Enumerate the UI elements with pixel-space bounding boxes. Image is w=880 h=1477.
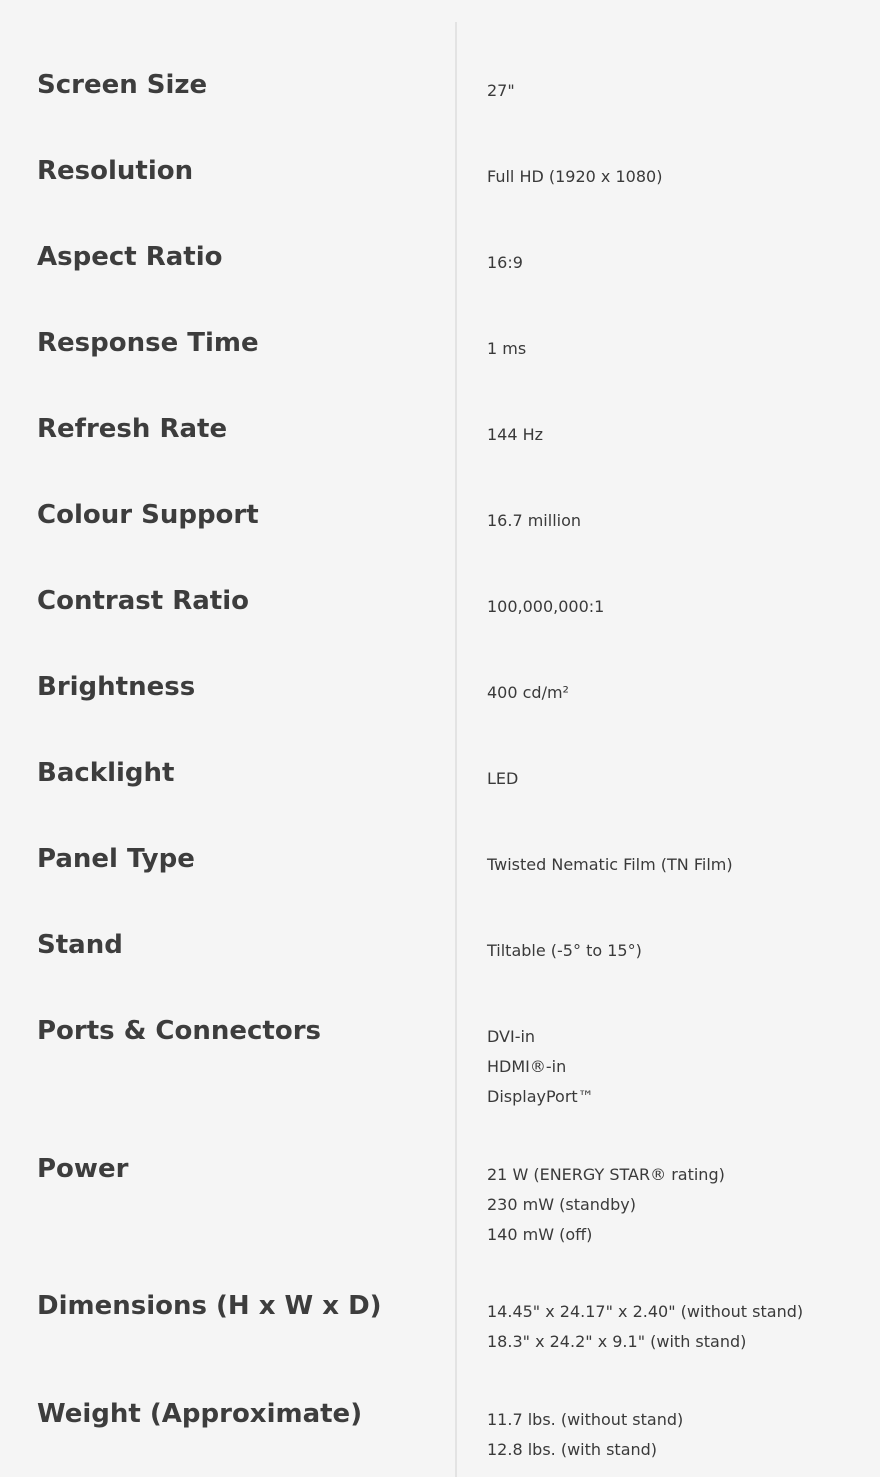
spec-value: LED bbox=[487, 769, 519, 788]
spec-values bbox=[487, 248, 867, 278]
spec-value: HDMI®-in bbox=[487, 1057, 567, 1076]
spec-value: Full HD (1920 x 1080) bbox=[487, 167, 663, 186]
spec-values bbox=[487, 1405, 867, 1465]
spec-value: 16.7 million bbox=[487, 511, 582, 530]
spec-values bbox=[487, 936, 867, 966]
spec-value: 14.45" x 24.17" x 2.40" (without stand) bbox=[487, 1302, 804, 1321]
column-divider bbox=[455, 22, 457, 1477]
spec-value: 100,000,000:1 bbox=[487, 597, 605, 616]
spec-label: Panel Type bbox=[37, 844, 195, 874]
spec-label: Dimensions (H x W x D) bbox=[37, 1291, 382, 1321]
spec-value: DVI-in bbox=[487, 1027, 536, 1046]
spec-label: Resolution bbox=[37, 156, 194, 186]
spec-value: 12.8 lbs. (with stand) bbox=[487, 1440, 658, 1459]
spec-value: Twisted Nematic Film (TN Film) bbox=[487, 855, 733, 874]
spec-values bbox=[487, 420, 867, 450]
spec-values bbox=[487, 764, 867, 794]
spec-label: Aspect Ratio bbox=[37, 242, 223, 272]
spec-value: Tiltable (-5° to 15°) bbox=[487, 941, 642, 960]
spec-value: 140 mW (off) bbox=[487, 1225, 593, 1244]
spec-label: Response Time bbox=[37, 328, 259, 358]
spec-label: Contrast Ratio bbox=[37, 586, 249, 616]
spec-value: 27" bbox=[487, 81, 515, 100]
spec-value: 1 ms bbox=[487, 339, 527, 358]
spec-values bbox=[487, 850, 867, 880]
spec-label: Ports & Connectors bbox=[37, 1016, 322, 1046]
spec-values bbox=[487, 1160, 867, 1250]
spec-value: 11.7 lbs. (without stand) bbox=[487, 1410, 684, 1429]
spec-label: Colour Support bbox=[37, 500, 259, 530]
spec-values bbox=[487, 506, 867, 536]
spec-label: Screen Size bbox=[37, 70, 208, 100]
spec-value: 16:9 bbox=[487, 253, 523, 272]
spec-values bbox=[487, 162, 867, 192]
spec-values bbox=[487, 678, 867, 708]
spec-value: 144 Hz bbox=[487, 425, 544, 444]
spec-label: Weight (Approximate) bbox=[37, 1399, 363, 1429]
spec-values bbox=[487, 1297, 867, 1357]
spec-label: Power bbox=[37, 1154, 129, 1184]
spec-label: Brightness bbox=[37, 672, 196, 702]
spec-label: Stand bbox=[37, 930, 123, 960]
spec-values bbox=[487, 76, 867, 106]
spec-values bbox=[487, 334, 867, 364]
spec-value: 400 cd/m² bbox=[487, 683, 569, 702]
spec-value: 18.3" x 24.2" x 9.1" (with stand) bbox=[487, 1332, 747, 1351]
spec-values bbox=[487, 1022, 867, 1112]
spec-value: DisplayPort™ bbox=[487, 1087, 594, 1106]
spec-label: Refresh Rate bbox=[37, 414, 228, 444]
spec-label: Backlight bbox=[37, 758, 175, 788]
spec-value: 21 W (ENERGY STAR® rating) bbox=[487, 1165, 725, 1184]
spec-values bbox=[487, 592, 867, 622]
spec-value: 230 mW (standby) bbox=[487, 1195, 636, 1214]
